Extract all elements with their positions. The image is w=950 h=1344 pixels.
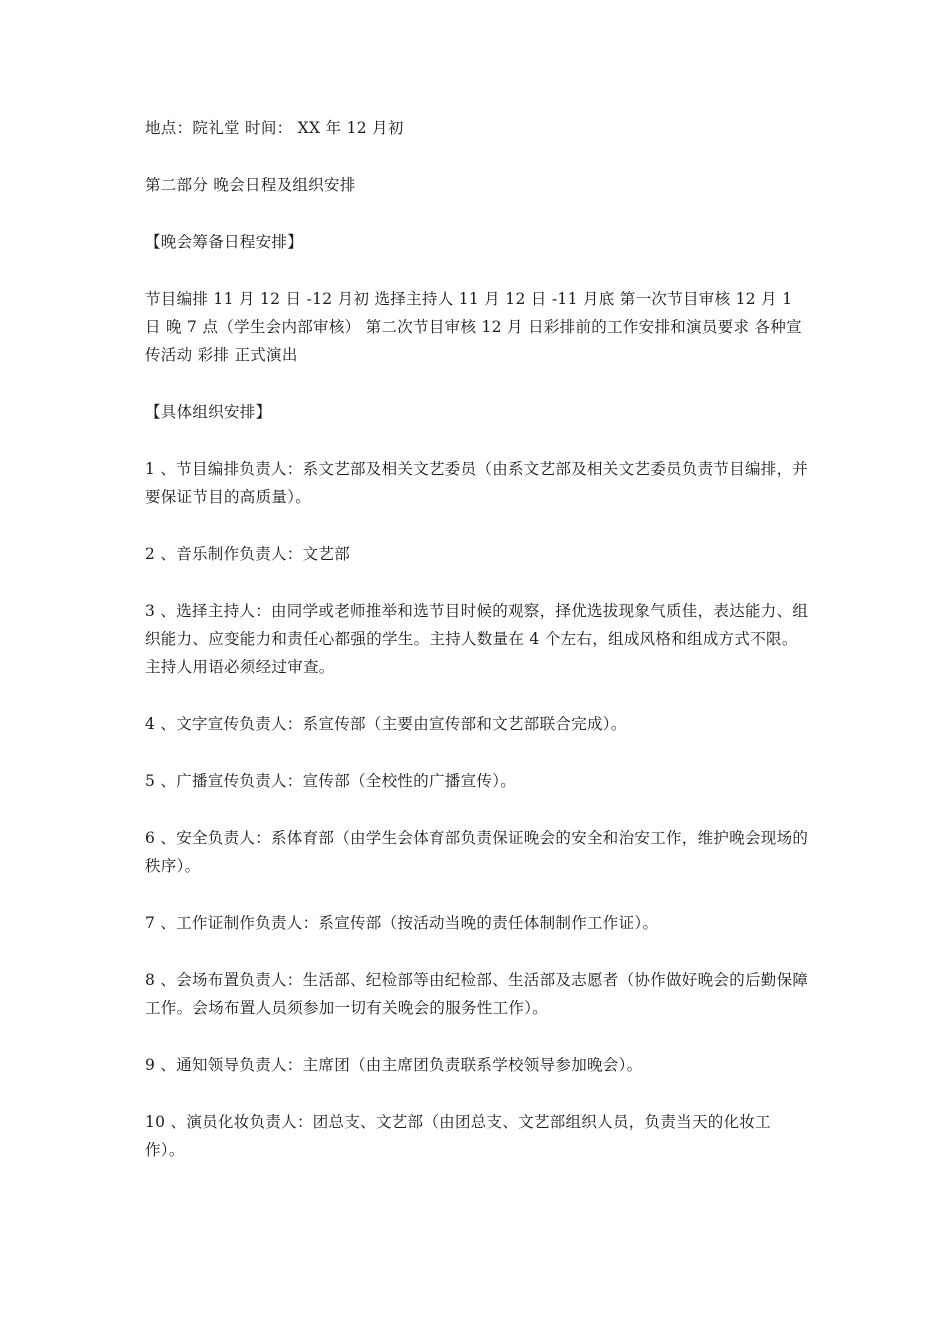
list-item-4: 4 、文字宣传负责人：系宣传部（主要由宣传部和文艺部联合完成）。	[145, 715, 627, 733]
section-heading: 第二部分 晚会日程及组织安排	[145, 176, 356, 194]
venue-time-line: 地点：院礼堂 时间： XX 年 12 月初	[145, 119, 404, 137]
list-item-10: 10 、演员化妆负责人：团总支、文艺部（由团总支、文艺部组织人员，负责当天的化妆工作）。	[145, 1113, 771, 1159]
organization-heading: 【具体组织安排】	[145, 403, 272, 421]
list-item-7: 7 、工作证制作负责人：系宣传部（按活动当晚的责任体制制作工作证）。	[145, 914, 659, 932]
list-item-6: 6 、安全负责人：系体育部（由学生会体育部负责保证晚会的安全和治安工作，维护晚会现场的秩序）。	[145, 829, 809, 875]
list-item-1: 1 、节目编排负责人：系文艺部及相关文艺委员（由系文艺部及相关文艺委员负责节目编排，并要保证节目的高质量）。	[145, 460, 809, 506]
document-body	[145, 114, 810, 1164]
list-item-2: 2 、音乐制作负责人：文艺部	[145, 545, 350, 563]
schedule-heading: 【晚会筹备日程安排】	[145, 233, 304, 251]
list-item-9: 9 、通知领导负责人：主席团（由主席团负责联系学校领导参加晚会）。	[145, 1056, 643, 1074]
list-item-5: 5 、广播宣传负责人：宣传部（全校性的广播宣传）。	[145, 772, 517, 790]
schedule-paragraph: 节目编排 11 月 12 日 -12 月初 选择主持人 11 月 12 日 -11 月底 第一次节目审核 12 月 1 日 晚 7 点（学生会内部审核） 第二次节目审核 12 月 日彩排前的工作安排和演员要求 各种宣传活动 彩排 正式演出	[145, 290, 802, 364]
list-item-3: 3 、选择主持人：由同学或老师推举和选节目时候的观察，择优选拔现象气质佳，表达能力、组织能力、应变能力和责任心都强的学生。主持人数量在 4 个左右，组成风格和组成方式不限。主持人用语必须经过审查。	[145, 602, 809, 676]
list-item-8: 8 、会场布置负责人：生活部、纪检部等由纪检部、生活部及志愿者（协作做好晚会的后勤保障工作。会场布置人员须参加一切有关晚会的服务性工作）。	[145, 971, 809, 1017]
